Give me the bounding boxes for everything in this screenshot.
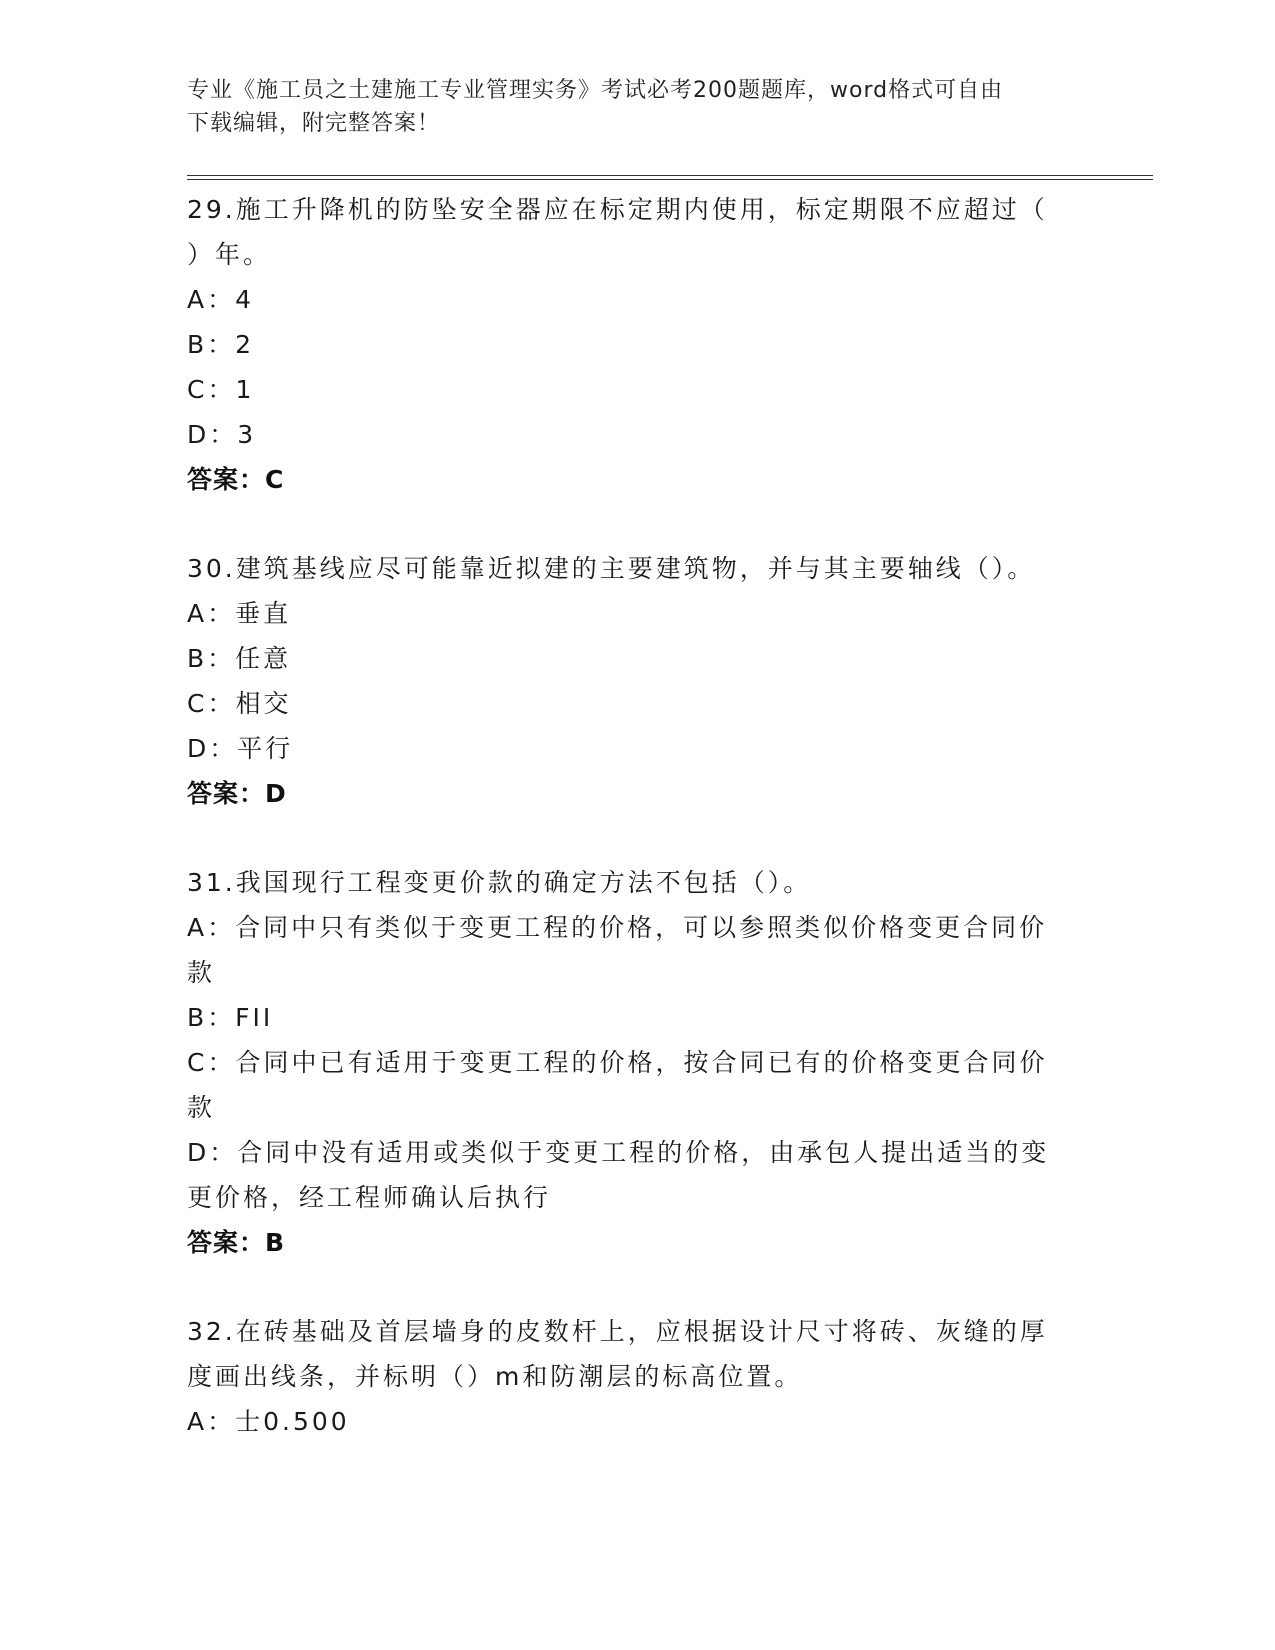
- question-31: [187, 860, 1067, 1265]
- option-c-continued: 款: [187, 1093, 216, 1122]
- option-a: A：合同中只有类似于变更工程的价格，可以参照类似价格变更合同价: [187, 913, 1048, 942]
- question-30: [187, 546, 1067, 816]
- option-c: C：合同中已有适用于变更工程的价格，按合同已有的价格变更合同价: [187, 1048, 1048, 1077]
- question-stem: 30.建筑基线应尽可能靠近拟建的主要建筑物，并与其主要轴线（）。: [187, 554, 1036, 583]
- option-d: D：平行: [187, 734, 294, 763]
- option-a: A：士0.500: [187, 1407, 350, 1436]
- header-divider: [187, 175, 1153, 180]
- document-header: [187, 74, 1087, 140]
- answer: 答案：D: [187, 779, 287, 808]
- option-d-continued: 更价格，经工程师确认后执行: [187, 1183, 552, 1212]
- option-a-continued: 款: [187, 958, 216, 987]
- answer: 答案：C: [187, 465, 285, 494]
- question-stem: ）年。: [187, 240, 272, 269]
- answer: 答案：B: [187, 1228, 286, 1257]
- option-a: A：垂直: [187, 599, 292, 628]
- option-c: C：1: [187, 375, 255, 404]
- option-a: A：4: [187, 285, 255, 314]
- option-b: B：任意: [187, 644, 292, 673]
- option-d: D：合同中没有适用或类似于变更工程的价格，由承包人提出适当的变: [187, 1138, 1050, 1167]
- question-stem: 29.施工升降机的防坠安全器应在标定期内使用，标定期限不应超过（: [187, 195, 1048, 224]
- option-b: B：2: [187, 330, 255, 359]
- document-page: [187, 0, 1087, 1650]
- question-stem: 度画出线条，并标明（）m和防潮层的标高位置。: [187, 1362, 803, 1391]
- question-32: [187, 1309, 1067, 1444]
- question-29: [187, 187, 1067, 502]
- option-b: B：FII: [187, 1003, 274, 1032]
- question-list: [187, 187, 1067, 1488]
- question-stem: 32.在砖基础及首层墙身的皮数杆上，应根据设计尺寸将砖、灰缝的厚: [187, 1317, 1048, 1346]
- option-d: D：3: [187, 420, 257, 449]
- header-line-1: 专业《施工员之土建施工专业管理实务》考试必考200题题库，word格式可自由: [187, 78, 1004, 103]
- question-stem: 31.我国现行工程变更价款的确定方法不包括（）。: [187, 868, 812, 897]
- header-line-2: 下载编辑，附完整答案！: [187, 111, 441, 136]
- option-c: C：相交: [187, 689, 292, 718]
